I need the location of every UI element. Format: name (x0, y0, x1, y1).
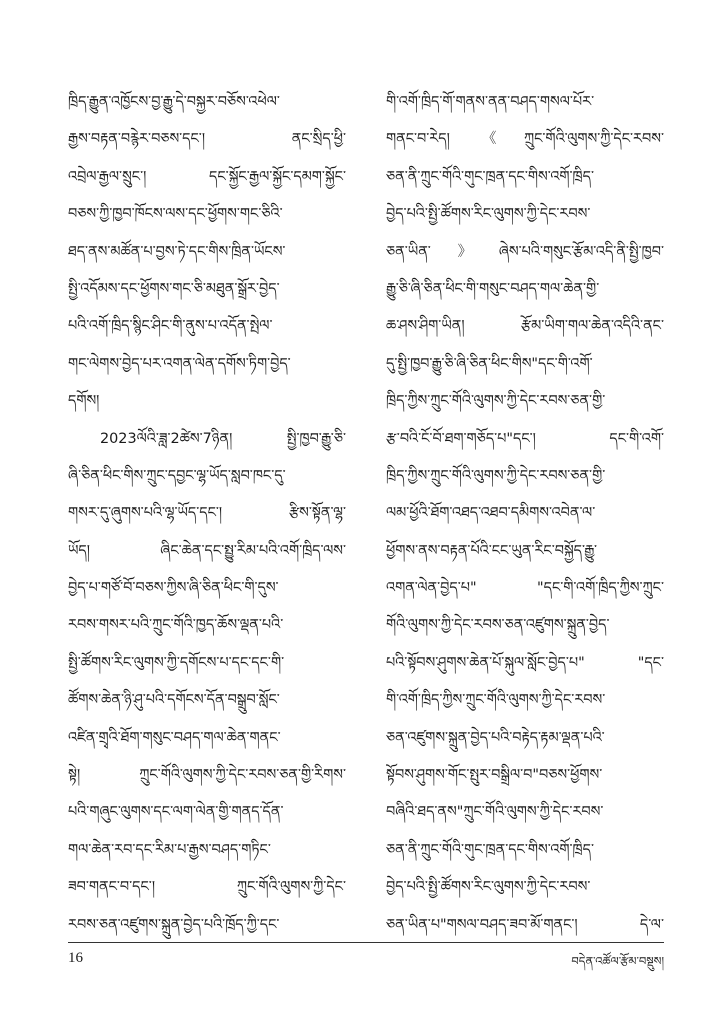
right-text-column (386, 84, 664, 944)
page-number: 16 (68, 950, 83, 966)
text-line: ལམ་ཕྱོའི་ཐོག་འཐད་འཐབ་དམིགས་འབེན་ལ་ (386, 505, 596, 522)
text-line: ཁྲིད་རྒྱུན་འཁྱོངས་བྱ་རྒྱུ་དེ་བསྐྱར་བཅོས་འཕེལ་ (68, 94, 280, 110)
text-line: ཅན་ཡིན་》ཞེས་པའི་གསུང་རྩོམ་འདི་ནི་སྤྱི་ཁྱབ་ (386, 243, 664, 260)
text-line: རྩ་བའི་ངོ་བོ་ཐག་གཅོད་པ"དང་། དང་གི་འགོ་ (386, 430, 664, 447)
text-line: གི་འགོ་ཁྲིད་ཀྱིས་ཀྲུང་གོའི་ལུགས་ཀྱི་དེང་རབས་ (386, 692, 606, 709)
text-line: བྱེད་པ་གཙོ་བོ་བཅས་ཀྱིས་ཞི་ཅིན་ཕིང་གི་དུས་ (68, 580, 279, 597)
left-text-column (68, 84, 346, 944)
text-line: པའི་སྟོབས་ཤུགས་ཆེན་པོ་སྐུལ་སློང་བྱེད་པ" "དང་ (386, 654, 664, 671)
text-line: འབྲེལ་རྒྱལ་སྲུང་། དང་སྐྱོང་རྒྱལ་སྐྱོང་དམག་སྐྱོང་ (68, 168, 346, 185)
text-line: ཡོད། ཞིང་ཆེན་དང་སྤྱུ་རིམ་པའི་འགོ་ཁྲིད་ལས་ (68, 542, 346, 559)
text-line: བྱེད་པའི་སྤྱི་ཚོགས་རིང་ལུགས་ཀྱི་དེང་རབས་ (386, 206, 591, 223)
text-line: པའི་འགོ་ཁྲིད་སྙིང་ཤིང་གི་ནུས་པ་འདོན་སྤེལ་ (68, 318, 273, 335)
text-line: ཅན་འཛུགས་སྐྲུན་བྱེད་པའི་བརྟེད་རྟམ་ལྡན་པའི་ (386, 729, 605, 746)
text-line: ཐད་ནས་མཚོན་པ་བྱས་ཏེ་དང་གིས་ཁྲིན་ཡོངས་ (68, 243, 286, 260)
text-line: སྟེ། ཀྲུང་གོའི་ལུགས་ཀྱི་དེང་རབས་ཅན་གྱི་རིགས་ (68, 767, 346, 784)
text-line: ཁྲིད་ཀྱིས་ཀྲུང་གོའི་ལུགས་ཀྱི་དེང་རབས་ཅན་གྱི་ (386, 467, 606, 484)
text-line: བྱེད་པའི་སྤྱི་ཚོགས་རིང་ལུགས་ཀྱི་དེང་རབས་ (386, 879, 591, 896)
text-line: གལ་ཆེན་རབ་དང་རིམ་པ་རྒྱས་བཤད་གཏིང་ (68, 841, 271, 858)
text-line: ཅན་ཡིན་པ"གསལ་བཤད་ཟབ་མོ་གནང་། དེ་ལ་ (386, 916, 664, 933)
text-line: དུ་སྤྱི་ཁྱབ་རྒྱུ་ཅི་ཞི་ཅིན་ཕིང་གིས"དང་གི་འགོ་ (386, 355, 593, 372)
text-line: གི་འགོ་ཁྲིད་གོ་གནས་ནན་བཤད་གསལ་པོར་ (386, 94, 595, 110)
text-line: གང་ལེགས་བྱེད་པར་འགན་ལེན་དགོས་ཏིག་བྱེད་ (68, 355, 291, 372)
text-line: བཞིའི་ཐད་ནས"ཀྲུང་གོའི་ལུགས་ཀྱི་དེང་རབས་ (386, 804, 604, 821)
text-line: རབས་གསར་པའི་ཀྲུང་གོའི་ཁྱད་ཆོས་ལྡན་པའི་ (68, 617, 284, 634)
text-line: ཞི་ཅིན་ཕིང་གིས་ཀྲུང་དབྱང་ལྷ་ཡོད་སླབ་ཁང་དུ་ (68, 467, 286, 484)
text-line: གསར་དུ་ཞུགས་པའི་ལྷ་ཡོད་དང་། རྩིས་སྟོན་ལྷ་ (68, 505, 346, 522)
text-line: སྤྱི་འདོམས་དང་ཕྱོགས་གང་ཅི་མཐུན་སྒྲོར་བྱེད་ (68, 280, 280, 297)
text-line: དགོས། (68, 393, 100, 410)
text-line: པའི་གཞུང་ལུགས་དང་ལག་ལེན་གྱི་གནད་དོན་ (68, 804, 284, 821)
text-line: ཕྱོགས་ནས་བརྟན་པོའི་ངང་ཡུན་རིང་བསྐྱོད་རྒྱུ་ (386, 542, 598, 559)
text-line: སྟོབས་ཤུགས་གོང་སྤུར་བསྒྲིལ་བ"བཅས་ཕྱོགས་ (386, 767, 603, 784)
text-line: གོའི་ལུགས་ཀྱི་དེང་རབས་ཅན་འཛུགས་སྐྲུན་བྱེད་ (386, 617, 610, 634)
text-line: རྒྱས་བརྟན་བརྙེར་བཅས་དང་། ནང་སྲིད་ཕྱི་ (68, 131, 346, 148)
text-line: འཛིན་གྲྭའི་ཐོག་གསུང་བཤད་གལ་ཆེན་གནང་ (68, 729, 281, 746)
text-line: སྤྱི་ཚོགས་རིང་ལུགས་ཀྱི་དགོངས་པ་དང་དང་གི་ (68, 654, 285, 671)
text-line: ཅན་ནི་ཀྲུང་གོའི་གུང་ཁྲན་དང་གིས་འགོ་ཁྲིད་ (386, 841, 594, 858)
running-footer-title: བདེན་འཚོལ་རྩོམ་བསྡུས། (571, 954, 664, 968)
text-line: འགན་ལེན་བྱེད་པ" "དང་གི་འགོ་ཁྲིད་ཀྱིས་ཀྲུང་ (386, 580, 664, 597)
text-line: བཅས་ཀྱི་ཁྱབ་ཁོངས་ལས་དང་ཕྱོགས་གང་ཅིའི་ (68, 206, 283, 223)
text-line: གནང་བ་རེད། 《ཀྲུང་གོའི་ལུགས་ཀྱི་དེང་རབས་ (386, 131, 664, 148)
text-line: ཁྲིད་ཀྱིས་ཀྲུང་གོའི་ལུགས་ཀྱི་དེང་རབས་ཅན་གྱི་ (386, 393, 606, 410)
text-line: ཚོགས་ཆེན་ཉི་ཤུ་པའི་དགོངས་དོན་བསྒྲུབ་སློང་ (68, 692, 280, 709)
text-line: ཟབ་གནང་བ་དང་། ཀྲུང་གོའི་ལུགས་ཀྱི་དེང་ (68, 879, 346, 896)
footer-divider (68, 942, 664, 943)
paragraph-start-line: 2023ལོའི་ཟླ་2ཚེས་7ཉིན། སྤྱི་ཁྱབ་རྒྱུ་ཅི་ (100, 430, 346, 447)
text-line: རྒྱུ་ཅི་ཞི་ཅིན་ཕིང་གི་གསུང་བཤད་གལ་ཆེན་གྱི་ (386, 280, 600, 297)
text-line: རབས་ཅན་འཛུགས་སྐྲུན་བྱེད་པའི་ཁྲོད་ཀྱི་དང་ (68, 916, 280, 933)
text-line: ཅན་ནི་ཀྲུང་གོའི་གུང་ཁྲན་དང་གིས་འགོ་ཁྲིད་ (386, 168, 594, 185)
text-line: ཆ་ཤས་ཤིག་ཡིན། རྩོམ་ཡིག་གལ་ཆེན་འདིའི་ནང་ (386, 318, 664, 335)
